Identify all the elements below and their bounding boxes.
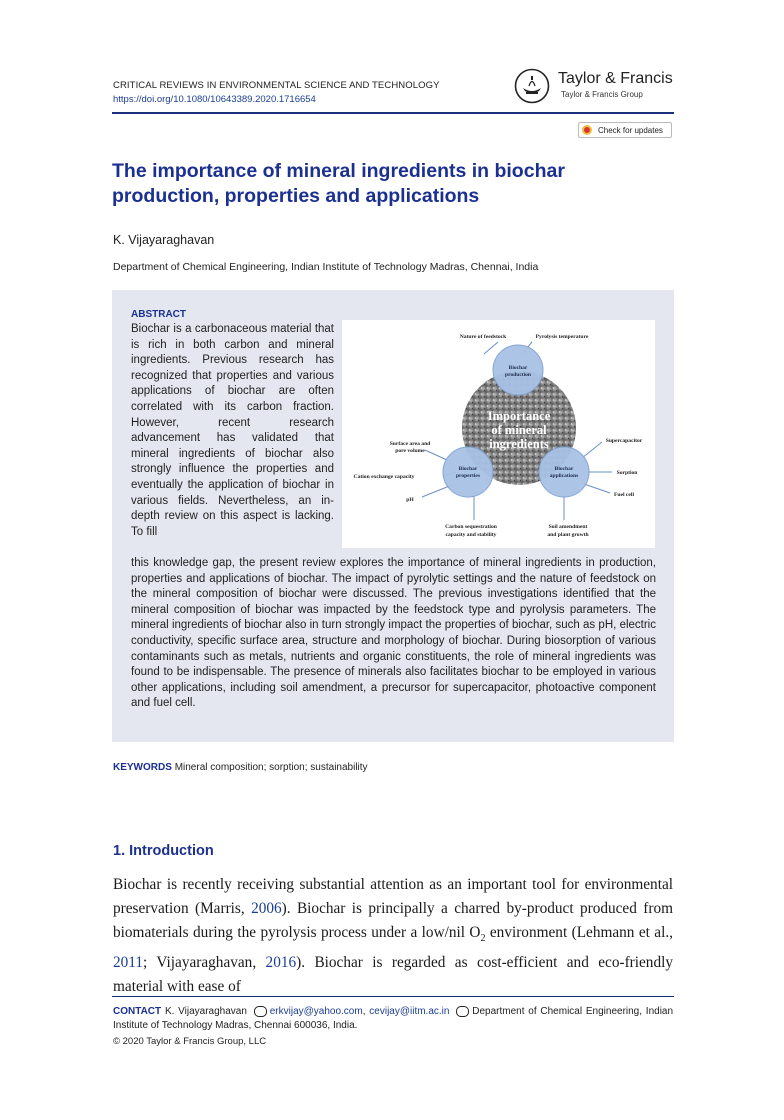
journal-name: CRITICAL REVIEWS IN ENVIRONMENTAL SCIENCE AND TECHNOLOGY [113,80,440,91]
production-label-1: Biochar [508,365,528,371]
check-updates-button[interactable] [578,122,672,138]
label-carbon-seq-2: capacity and stability [445,532,497,538]
label-ph: pH [406,497,414,503]
label-carbon-seq-1: Carbon sequestration [445,524,497,530]
production-label-2: production [505,372,531,378]
label-surface-area-2: pore volume [395,448,425,454]
contact-name: K. Vijayaraghavan [164,1006,247,1017]
author-affiliation: Department of Chemical Engineering, Indian Institute of Technology Madras, Chennai, India [113,261,539,273]
intro-text-1: Biochar is recently receiving substantial attention as an important tool for environmental preservation (Marris, [113,876,673,917]
article-title: The importance of mineral ingredients in biochar production, properties and applications [112,160,565,207]
label-sorption: Sorption [616,470,638,476]
graphical-abstract-figure [342,320,655,548]
center-label-1: Importance [487,409,551,423]
email-icon [254,1006,267,1017]
label-soil-1: Soil amendment [548,524,588,530]
address-icon [456,1006,469,1017]
copyright-notice: © 2020 Taylor & Francis Group, LLC [113,1036,267,1047]
abstract-text-part2: this knowledge gap, the present review explores the importance of mineral ingredients in production, properties and applications of biochar. The impact of pyrolytic settings and the nature of feedstock on the mineral composition of biochar were discussed. The previous investigations identified that the mineral composition of biochar was impacted by the feedstock type and pyrolysis parameters. The mineral ingredients of biochar also in turn strongly impact the properties of biochar, such as pH, electric conductivity, specific surface area, structure and morphology of biochar. During biosorption of various contaminants such as metals, nutrients and organic constituents, the role of mineral ingredients was found to be indispensable. The presence of minerals also facilitates biochar to be employed in various other applications, including soil amendment, a precursor for supercapacitor, photoactive component and fuel cell. [131,557,656,710]
introduction-paragraph [113,873,673,999]
author-name: K. Vijayaraghavan [113,233,215,247]
keywords-text: Mineral composition; sorption; sustainability [174,762,368,773]
center-label-3: ingredients [489,437,549,451]
label-pyrolysis-temperature: Pyrolysis temperature [535,334,589,340]
publisher-name: Taylor & Francis [558,70,673,87]
label-surface-area-1: Surface area and [389,441,431,447]
center-label-2: of mineral [491,423,547,437]
publisher-group: Taylor & Francis Group [561,90,643,99]
applications-circle [539,447,589,497]
citation-vijayaraghavan[interactable]: 2016 [265,954,297,972]
intro-text-2: ). Biochar is principally a charred by-product produced from biomaterials during the pyrolysis process under a low/nil O [113,900,673,941]
check-updates-label: Check for updates [598,125,663,135]
email-link-2[interactable]: cevijay@iitm.ac.in [369,1006,450,1017]
email-link-1[interactable]: erkvijay@yahoo.com [269,1006,363,1017]
properties-label-2: properties [455,473,481,479]
footer-divider [112,996,674,997]
label-fuel-cell: Fuel cell [613,492,635,498]
introduction-heading: 1. Introduction [113,843,214,859]
header-divider [112,112,674,114]
crossmark-icon [582,125,592,135]
label-supercapacitor: Supercapacitor [605,438,643,444]
properties-label-1: Biochar [458,466,478,472]
publisher-logo-icon [514,68,550,104]
abstract-heading: ABSTRACT [131,309,186,320]
keywords-label: KEYWORDS [113,762,172,773]
intro-text-5: ). Biochar is regarded as cost-efficient and eco-friendly material with ease of [113,954,673,996]
keywords-line [113,762,368,773]
email-separator: , [362,1006,366,1017]
applications-label-2: applications [549,473,579,479]
intro-text-4: ; Vijayaraghavan, [143,954,266,972]
label-soil-2: and plant growth [547,532,589,538]
abstract-text-part1: Biochar is a carbonaceous material that is rich in both carbon and mineral ingredients. Previous research has recognized that properties and various applications of biochar are often correlated with its carbon fraction. However, recent research advancement has validated that mineral ingredients of biochar also strongly influence the properties and eventually the application of biochar in various fields. Nevertheless, an in-depth review on this aspect is lacking. To fill [131,323,334,538]
properties-circle [443,447,493,497]
contact-info [113,1005,673,1032]
doi-link[interactable]: https://doi.org/10.1080/10643389.2020.1716654 [113,94,316,105]
contact-label: CONTACT [113,1006,162,1017]
label-cation-exchange: Cation exchange capacity [353,474,415,480]
label-nature-feedstock: Nature of feedstock [459,334,507,340]
subscript-2: 2 [480,933,486,945]
citation-marris[interactable]: 2006 [251,900,282,917]
intro-text-3: environment (Lehmann et al., [485,924,673,941]
citation-lehmann[interactable]: 2011 [113,954,144,972]
contact-address: Department of Chemical Engineering, Indian Institute of Technology Madras, Chennai 600036, India. [113,1006,674,1031]
applications-label-1: Biochar [554,466,574,472]
